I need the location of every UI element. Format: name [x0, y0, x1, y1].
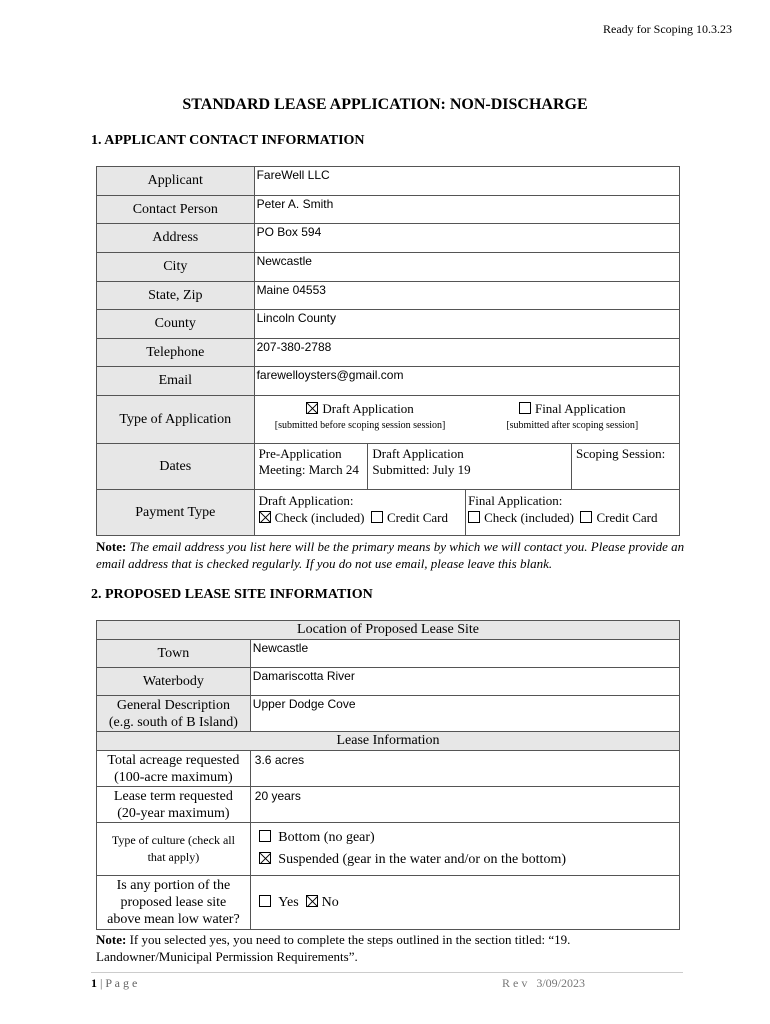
town-label: Town	[97, 640, 251, 668]
final-payment-heading: Final Application:	[468, 493, 563, 508]
note-bold: Note:	[96, 539, 127, 554]
draft-check-checkbox[interactable]	[259, 511, 271, 523]
low-water-line2: proposed lease site	[120, 895, 227, 910]
telephone-label: Telephone	[97, 339, 255, 367]
suspended-culture-checkbox[interactable]	[259, 852, 271, 864]
draft-submitted-line1: Draft Application	[372, 446, 464, 461]
culture-label	[97, 823, 251, 876]
applicant-label: Applicant	[97, 167, 255, 196]
low-water-line3: above mean low water?	[107, 912, 240, 927]
draft-credit-label: Credit Card	[386, 510, 448, 525]
final-application-checkbox[interactable]	[519, 402, 531, 414]
state-zip-field[interactable]: Maine 04553	[254, 282, 679, 310]
general-description-label	[97, 696, 251, 732]
location-band: Location of Proposed Lease Site	[97, 621, 680, 640]
state-zip-label: State, Zip	[97, 282, 255, 310]
page-number: 1	[91, 976, 97, 990]
lease-term-field[interactable]: 20 years	[250, 787, 679, 823]
section1-heading: 1. APPLICANT CONTACT INFORMATION	[91, 133, 365, 148]
address-label: Address	[97, 224, 255, 253]
pre-application-line2: Meeting: March 24	[258, 462, 359, 477]
city-label: City	[97, 253, 255, 282]
scoping-session-label: Scoping Session:	[576, 446, 666, 461]
county-field[interactable]: Lincoln County	[254, 310, 679, 339]
email-field[interactable]: farewelloysters@gmail.com	[254, 367, 679, 396]
county-label: County	[97, 310, 255, 339]
address-field[interactable]: PO Box 594	[254, 224, 679, 253]
section2-note	[96, 931, 656, 965]
bottom-culture-label: Bottom (no gear)	[278, 830, 375, 845]
final-application-label: Final Application	[534, 401, 626, 416]
draft-application-label: Draft Application	[322, 401, 414, 416]
low-water-no-label: No	[321, 894, 339, 910]
footer-divider	[91, 972, 683, 973]
note2-bold: Note:	[96, 932, 127, 947]
final-check-checkbox[interactable]	[468, 511, 480, 523]
acreage-label	[97, 751, 251, 787]
revision-date: R e v 3/09/2023	[502, 976, 585, 990]
waterbody-field[interactable]: Damariscotta River	[250, 668, 679, 696]
section2-heading: 2. PROPOSED LEASE SITE INFORMATION	[91, 587, 373, 602]
final-application-sub: [submitted after scoping session]	[506, 420, 639, 431]
culture-line2: that apply)	[147, 850, 200, 864]
bottom-culture-checkbox[interactable]	[259, 830, 271, 842]
culture-line1: Type of culture (check all	[111, 833, 235, 847]
draft-application-checkbox[interactable]	[306, 402, 318, 414]
type-of-application-label: Type of Application	[97, 396, 255, 444]
low-water-yes-checkbox[interactable]	[259, 895, 271, 907]
draft-credit-checkbox[interactable]	[371, 511, 383, 523]
town-field[interactable]: Newcastle	[250, 640, 679, 668]
page-footer	[91, 976, 137, 991]
email-label: Email	[97, 367, 255, 396]
low-water-line1: Is any portion of the	[116, 878, 231, 893]
draft-application-sub: [submitted before scoping session session]	[274, 420, 446, 431]
section1-note	[96, 538, 716, 572]
acreage-field[interactable]: 3.6 acres	[250, 751, 679, 787]
draft-payment-heading: Draft Application:	[258, 493, 354, 508]
status-header: Ready for Scoping 10.3.23	[603, 22, 732, 36]
final-credit-label: Credit Card	[596, 510, 658, 525]
lease-term-label	[97, 787, 251, 823]
low-water-yes-label: Yes	[278, 894, 299, 910]
general-description-line2: (e.g. south of B Island)	[108, 714, 238, 730]
draft-submitted-cell[interactable]	[368, 444, 572, 490]
acreage-line2: (100-acre maximum)	[114, 769, 233, 785]
lease-term-line2: (20-year maximum)	[117, 805, 230, 821]
draft-check-label: Check (included)	[274, 510, 365, 525]
dates-label: Dates	[97, 444, 255, 490]
draft-submitted-line2: Submitted: July 19	[372, 462, 471, 477]
pre-application-line1: Pre-Application	[258, 446, 342, 461]
lease-site-table	[96, 620, 680, 930]
note-text: The email address you list here will be the primary means by which we will contact you. Please provide an email address that is checked regularly. If you do not use email, please leave this blank.	[96, 539, 685, 571]
low-water-no-checkbox[interactable]	[306, 895, 318, 907]
general-description-field[interactable]: Upper Dodge Cove	[250, 696, 679, 732]
lease-info-band: Lease Information	[97, 732, 680, 751]
final-check-label: Check (included)	[484, 510, 574, 525]
page-word: | P a g e	[100, 976, 138, 990]
waterbody-label: Waterbody	[97, 668, 251, 696]
applicant-contact-table	[96, 166, 680, 536]
scoping-session-cell[interactable]	[572, 444, 680, 490]
applicant-field[interactable]: FareWell LLC	[254, 167, 679, 196]
contact-person-field[interactable]: Peter A. Smith	[254, 196, 679, 224]
telephone-field[interactable]: 207-380-2788	[254, 339, 679, 367]
suspended-culture-label: Suspended (gear in the water and/or on the bottom)	[278, 852, 566, 867]
note2-text: If you selected yes, you need to complete the steps outlined in the section titled: “19. Landowner/Municipal Permission Requirements”.	[96, 932, 571, 964]
lease-term-line1: Lease term requested	[113, 788, 233, 804]
general-description-line1: General Description	[116, 697, 230, 713]
final-credit-checkbox[interactable]	[580, 511, 592, 523]
acreage-line1: Total acreage requested	[107, 752, 240, 768]
payment-type-label: Payment Type	[97, 490, 255, 536]
pre-application-cell[interactable]	[254, 444, 368, 490]
city-field[interactable]: Newcastle	[254, 253, 679, 282]
contact-person-label: Contact Person	[97, 196, 255, 224]
page-title: STANDARD LEASE APPLICATION: NON-DISCHARGE	[182, 96, 588, 113]
low-water-label	[97, 876, 251, 930]
